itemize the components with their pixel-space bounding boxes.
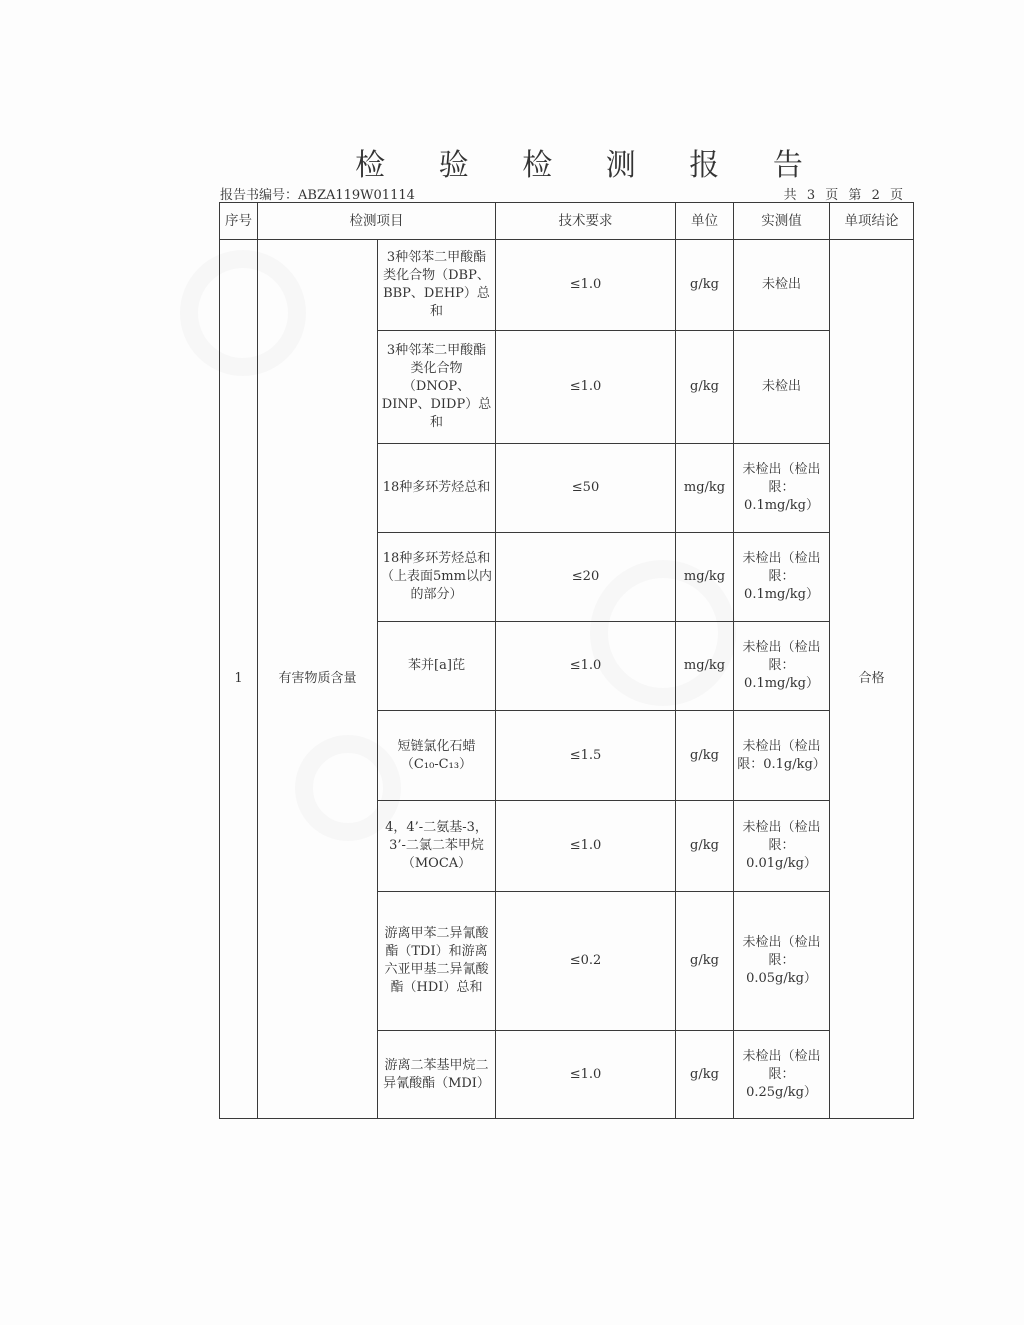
unit-value: g/kg [676, 240, 734, 331]
report-number: 报告书编号：ABZA119W01114 [220, 188, 415, 203]
document-title: 检 验 检 测 报 告 [355, 148, 825, 183]
test-item: 4，4’-二氨基-3，3’-二氯二苯甲烷（MOCA） [378, 801, 496, 892]
header-unit: 单位 [676, 203, 734, 240]
header-measured: 实测值 [734, 203, 830, 240]
measured-value: 未检出（检出限：0.01g/kg） [734, 801, 830, 892]
measured-value: 未检出（检出限：0.1mg/kg） [734, 622, 830, 711]
unit-value: mg/kg [676, 533, 734, 622]
measured-value: 未检出（检出限：0.1mg/kg） [734, 533, 830, 622]
unit-value: g/kg [676, 711, 734, 801]
pager-page-suffix: 页 [889, 188, 904, 203]
requirement-value: ≤0.2 [496, 892, 676, 1031]
unit-value: g/kg [676, 1031, 734, 1119]
measured-value: 未检出（检出限：0.25g/kg） [734, 1031, 830, 1119]
header-conclusion: 单项结论 [830, 203, 914, 240]
page-indicator [782, 184, 906, 203]
table-row [220, 240, 914, 331]
unit-value: g/kg [676, 331, 734, 444]
header-item: 检测项目 [258, 203, 496, 240]
pager-page: 2 [871, 188, 881, 203]
requirement-value: ≤1.0 [496, 801, 676, 892]
header-requirement: 技术要求 [496, 203, 676, 240]
requirement-value: ≤1.0 [496, 1031, 676, 1119]
group-category: 有害物质含量 [258, 240, 378, 1119]
unit-value: g/kg [676, 892, 734, 1031]
requirement-value: ≤1.5 [496, 711, 676, 801]
pager-total-prefix: 共 [783, 188, 798, 203]
test-item: 游离二苯基甲烷二异氰酸酯（MDI） [378, 1031, 496, 1119]
test-item: 游离甲苯二异氰酸酯（TDI）和游离六亚甲基二异氰酸酯（HDI）总和 [378, 892, 496, 1031]
test-item: 18种多环芳烃总和 [378, 444, 496, 533]
pager-total-suffix: 页 [825, 188, 840, 203]
test-item: 3种邻苯二甲酸酯类化合物（DBP、BBP、DEHP）总和 [378, 240, 496, 331]
unit-value: mg/kg [676, 622, 734, 711]
group-conclusion: 合格 [830, 240, 914, 1119]
test-item: 18种多环芳烃总和（上表面5mm以内的部分） [378, 533, 496, 622]
measured-value: 未检出（检出限：0.1mg/kg） [734, 444, 830, 533]
requirement-value: ≤50 [496, 444, 676, 533]
measured-value: 未检出（检出限：0.05g/kg） [734, 892, 830, 1031]
unit-value: mg/kg [676, 444, 734, 533]
requirement-value: ≤1.0 [496, 240, 676, 331]
measured-value: 未检出（检出限：0.1g/kg） [734, 711, 830, 801]
test-item: 3种邻苯二甲酸酯类化合物（DNOP、DINP、DIDP）总和 [378, 331, 496, 444]
requirement-value: ≤1.0 [496, 622, 676, 711]
requirement-value: ≤1.0 [496, 331, 676, 444]
header-no: 序号 [220, 203, 258, 240]
group-number: 1 [220, 240, 258, 1119]
pager-page-prefix: 第 [848, 188, 863, 203]
measured-value: 未检出 [734, 240, 830, 331]
pager-total: 3 [806, 188, 817, 203]
measured-value: 未检出 [734, 331, 830, 444]
test-item: 短链氯化石蜡（C₁₀-C₁₃） [378, 711, 496, 801]
test-results-table [219, 202, 914, 1119]
unit-value: g/kg [676, 801, 734, 892]
requirement-value: ≤20 [496, 533, 676, 622]
test-item: 苯并[a]芘 [378, 622, 496, 711]
table-header-row [220, 203, 914, 240]
